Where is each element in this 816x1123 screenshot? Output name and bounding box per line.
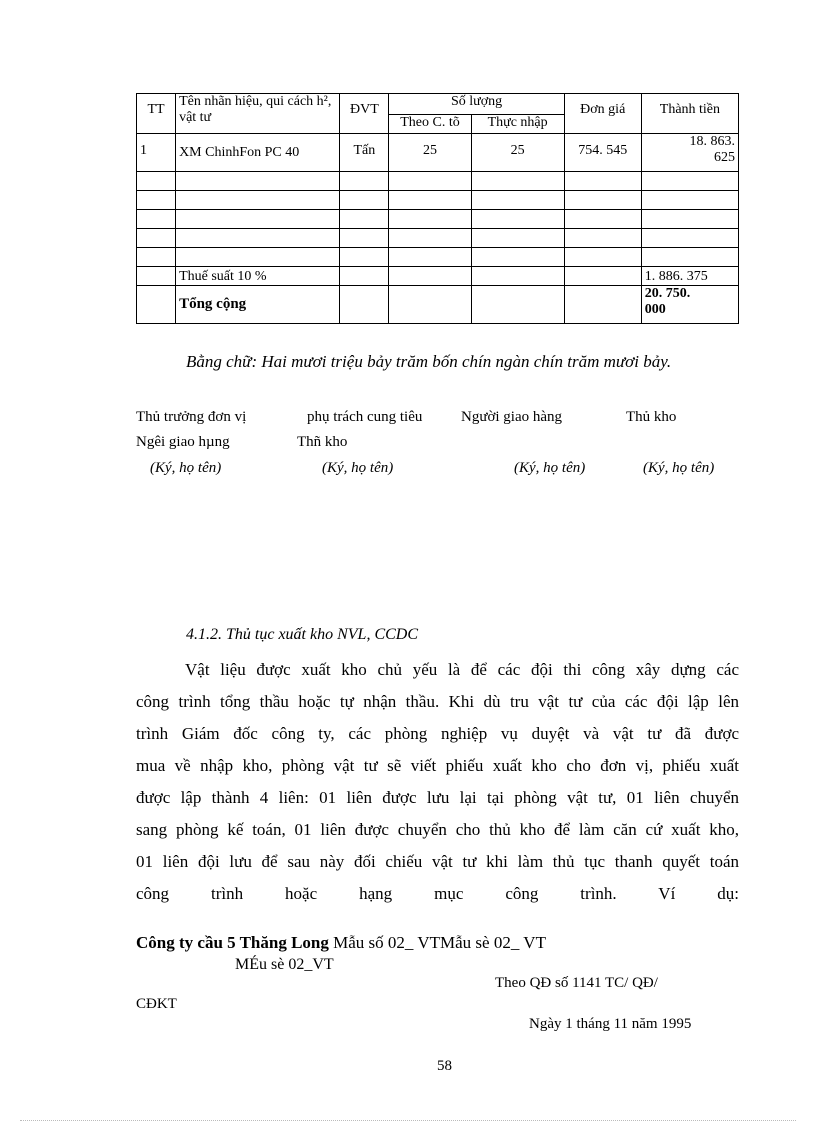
row-price: 754. 545 bbox=[564, 134, 641, 172]
amount-in-words: Bằng chữ: Hai mươi triệu bảy trăm bốn chín ngàn chín trăm mươi bảy. bbox=[186, 352, 672, 371]
table-row-empty bbox=[137, 229, 739, 248]
header-price: Đơn giá bbox=[564, 94, 641, 134]
header-name: Tên nhãn hiệu, qui cách h², vật tư bbox=[176, 94, 340, 134]
body-paragraph: Vật liệu được xuất kho chủ yếu là để các đội thi công xây dựng các công trình tổng thầu hoặc tự nhận thầu. Khi dù tru vật tư của các đội lập lên trình Giám đốc công ty, các phòng nghiệp vụ duyệt và vật tư đã được mua về nhập kho, phòng vật tư sẽ viết phiếu xuất kho cho đơn vị, phiếu xuất được lập thành 4 liên: 01 liên được lưu lại tại phòng vật tư, 01 liên chuyển sang phòng kế toán, 01 liên được chuyển cho thủ kho để làm căn cứ xuất kho, 01 liên đội lưu để sau này đối chiếu vật tư khi làm thủ tục thanh quyết toán công trình hoặc hạng mục công trình. Ví dụ: bbox=[136, 660, 739, 903]
sig-supply: phụ trách cung tiêu bbox=[307, 409, 423, 425]
table-row-empty bbox=[137, 191, 739, 210]
tax-amount: 1. 886. 375 bbox=[641, 267, 738, 286]
sig-deliverer-alt: Ngêi giao hµng bbox=[136, 434, 230, 450]
decision-ref: Theo QĐ số 1141 TC/ QĐ/ bbox=[495, 975, 658, 991]
row-unit: Tấn bbox=[340, 134, 389, 172]
header-amount: Thành tiền bbox=[641, 94, 738, 134]
header-tt: TT bbox=[137, 94, 176, 134]
tax-label: Thuế suất 10 % bbox=[176, 267, 340, 286]
header-unit: ĐVT bbox=[340, 94, 389, 134]
goods-receipt-table bbox=[136, 93, 739, 324]
sig-storekeeper: Thủ kho bbox=[626, 409, 677, 425]
row-name: XM ChinhFon PC 40 bbox=[176, 134, 340, 172]
sig-storekeeper-alt: Thñ kho bbox=[297, 434, 348, 450]
table-row-empty bbox=[137, 210, 739, 229]
header-qty-actual: Thực nhập bbox=[471, 115, 564, 134]
row-qty-actual: 25 bbox=[471, 134, 564, 172]
page-footer-rule bbox=[20, 1120, 796, 1121]
form-number: Mẫu số 02_ VTMẫu sè 02_ VT bbox=[333, 933, 546, 952]
row-qty-doc: 25 bbox=[389, 134, 471, 172]
decision-ref-cont: CĐKT bbox=[136, 996, 177, 1012]
header-quantity: Số lượng bbox=[389, 94, 564, 115]
sig-deliverer: Người giao hàng bbox=[461, 409, 563, 425]
table-row bbox=[137, 134, 739, 172]
header-qty-doc: Theo C. tõ bbox=[389, 115, 471, 134]
table-row-empty bbox=[137, 172, 739, 191]
total-label: Tổng cộng bbox=[176, 286, 340, 324]
sign-hint-1: (Ký, họ tên) bbox=[150, 460, 222, 476]
total-amount: 20. 750. 000 bbox=[641, 286, 738, 324]
company-name: Công ty cầu 5 Thăng Long bbox=[136, 933, 329, 952]
decision-date: Ngày 1 tháng 11 năm 1995 bbox=[529, 1016, 692, 1032]
form-number-alt: MÉu sè 02_VT bbox=[235, 956, 334, 973]
row-amount: 18. 863. 625 bbox=[641, 134, 738, 172]
sign-hint-4: (Ký, họ tên) bbox=[643, 460, 715, 476]
sig-head-of-unit: Thủ trưởng đơn vị bbox=[136, 409, 247, 425]
sign-hint-2: (Ký, họ tên) bbox=[322, 460, 394, 476]
total-row bbox=[137, 286, 739, 324]
section-heading: 4.1.2. Thủ tục xuất kho NVL, CCDC bbox=[186, 626, 419, 643]
company-line bbox=[136, 933, 546, 953]
sign-hint-3: (Ký, họ tên) bbox=[514, 460, 586, 476]
page-number: 58 bbox=[437, 1058, 452, 1074]
table-row-empty bbox=[137, 248, 739, 267]
tax-row bbox=[137, 267, 739, 286]
row-tt: 1 bbox=[137, 134, 176, 172]
